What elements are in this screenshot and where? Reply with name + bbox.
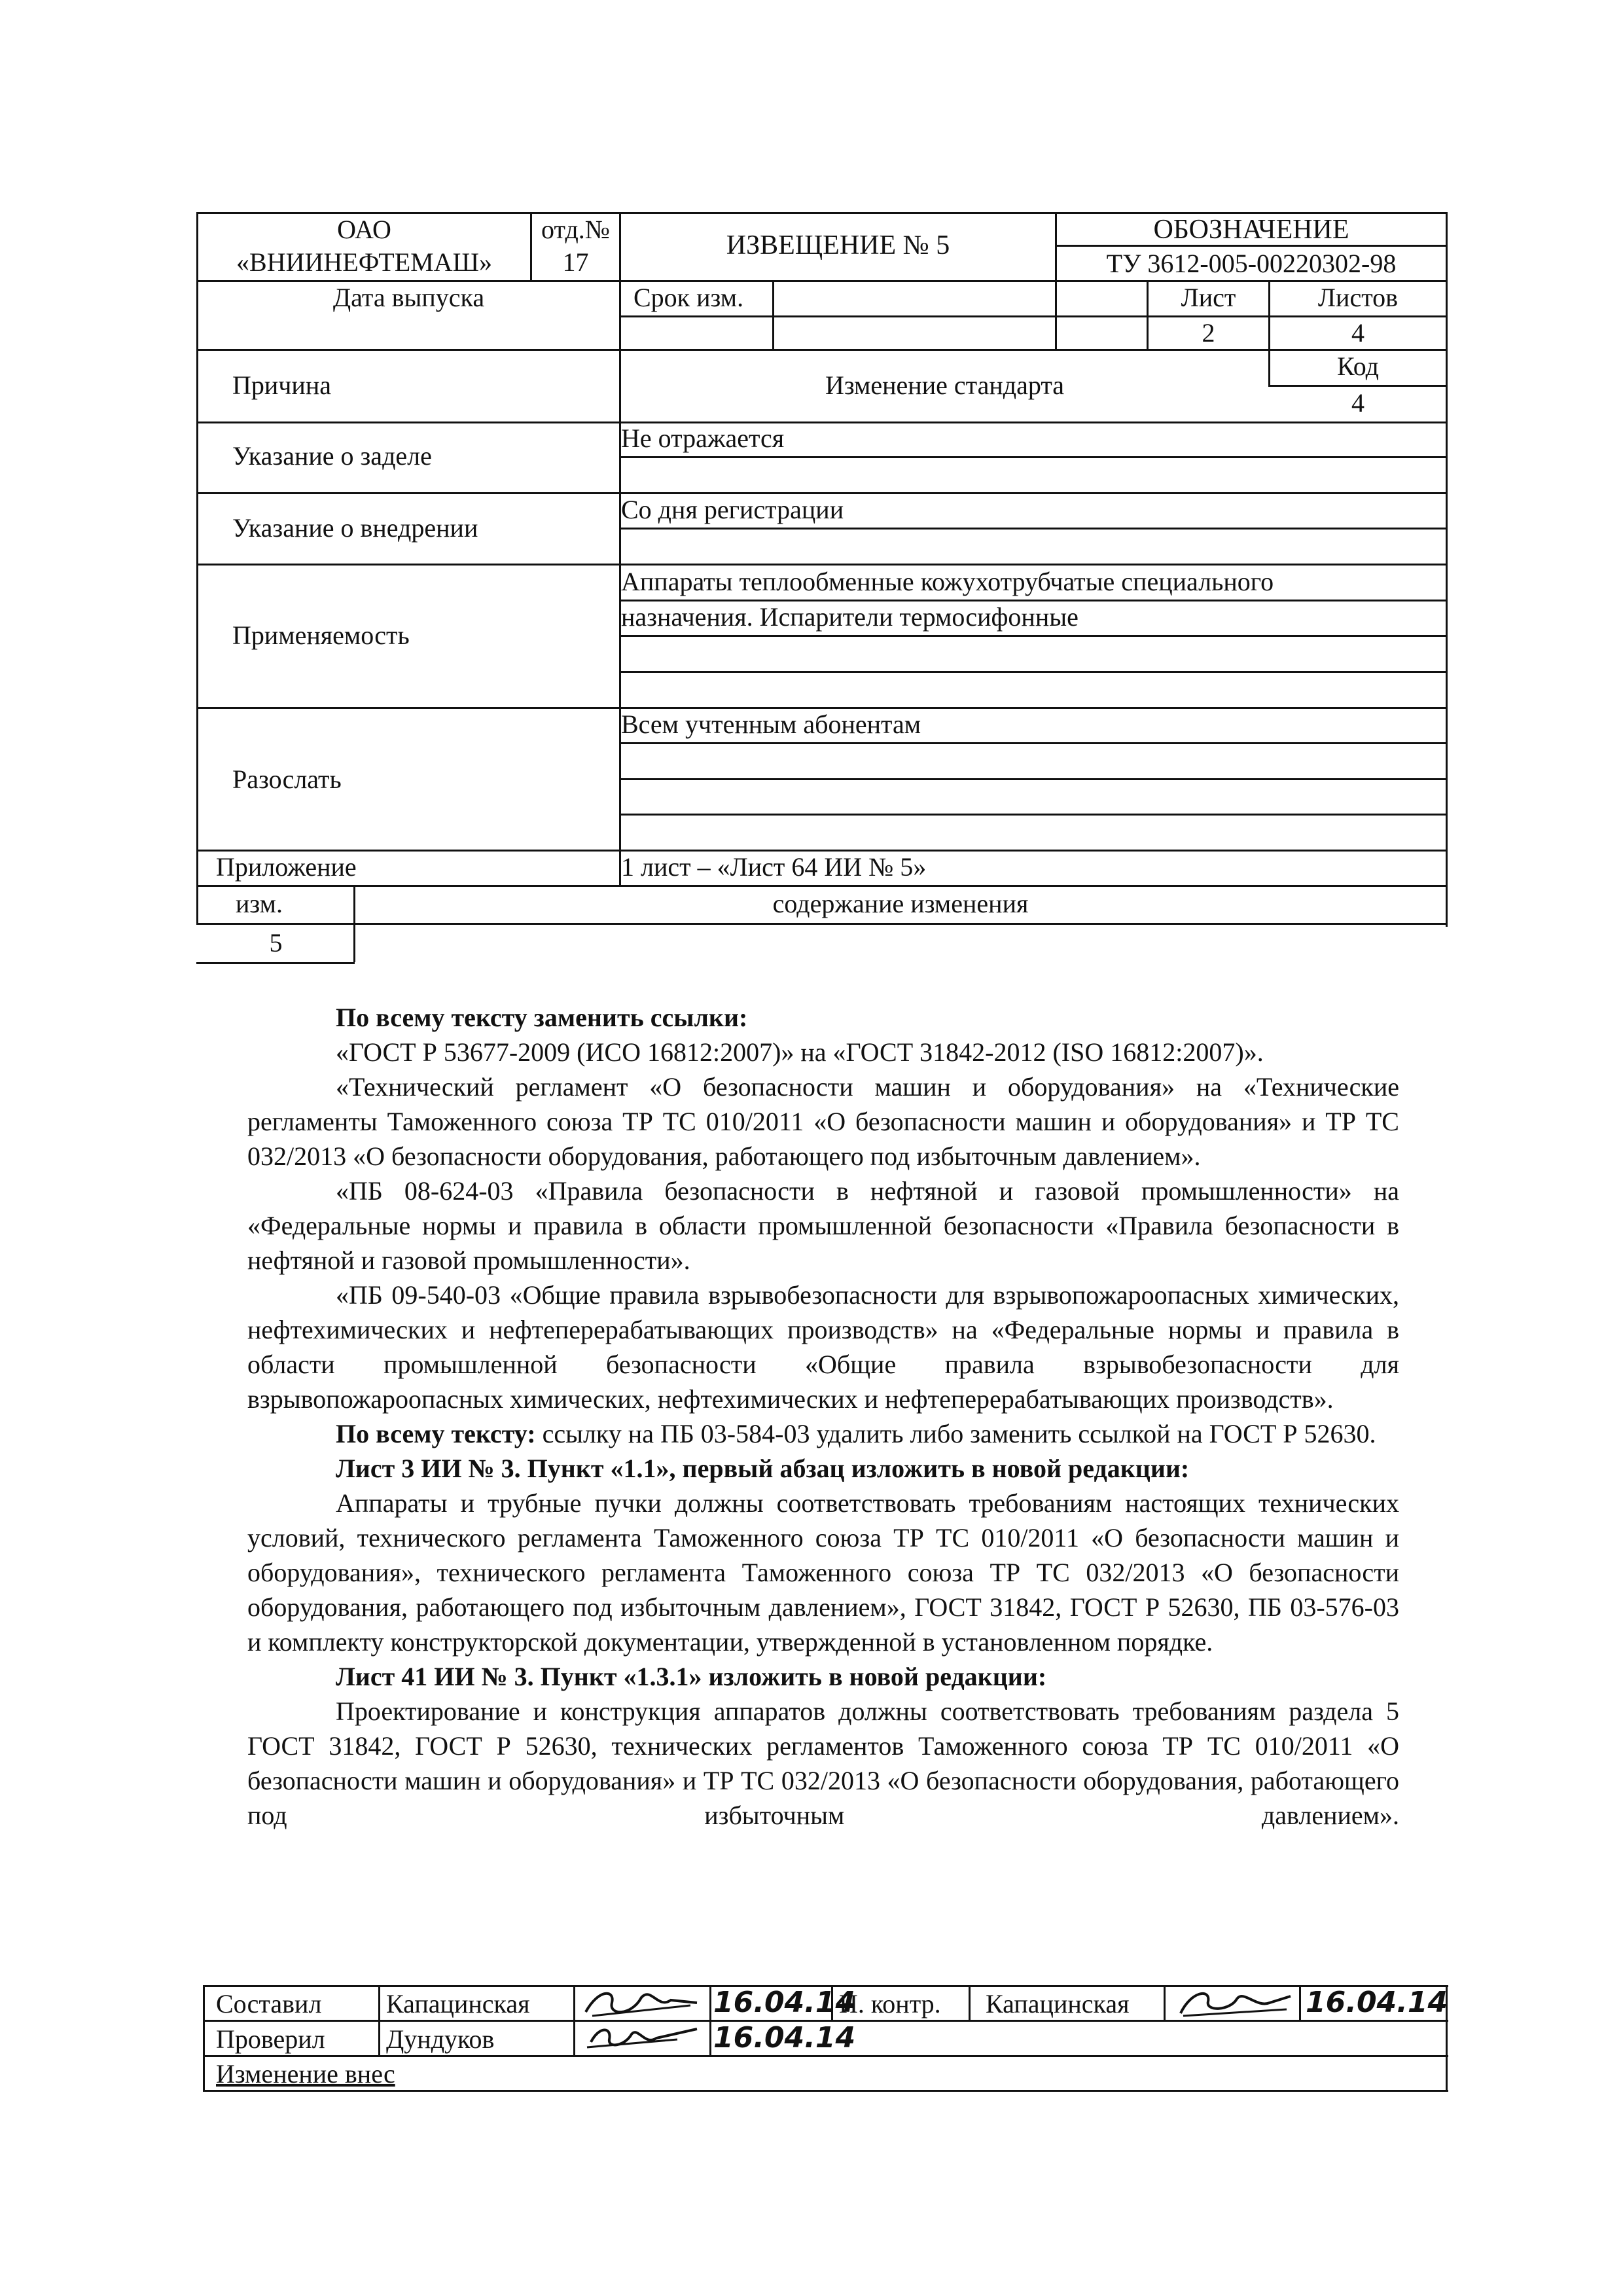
change-term-label: Срок изм. — [633, 283, 744, 312]
designation-value: ТУ 3612-005-00220302-98 — [1106, 249, 1397, 278]
implementation-value: Со дня регистрации — [621, 495, 844, 524]
norm-control-signature — [1171, 1983, 1296, 2022]
compiled-date: 16.04.14 — [713, 1986, 856, 2019]
paragraph-8: Аппараты и трубные пучки должны соответствовать требованиям настоящих технических условий, технического регламента Таможенного союза ТР ТС 010/2011 «О безопасности машин и оборудования», технического регламента Таможенного союза ТР ТС 032/2013 «О безопасности оборудования, работающего под избыточным давлением», ГОСТ 31842, ГОСТ Р 52630, ПБ 03-576-03 и комплекту конструкторской документации, утвержденной в установленном порядке. — [247, 1488, 1399, 1657]
applicability-line1: Аппараты теплообменные кожухотрубчатые специального — [621, 567, 1274, 596]
compiled-label: Составил — [216, 1989, 322, 2018]
implementation-label: Указание о внедрении — [232, 513, 478, 543]
change-content-label: содержание изменения — [772, 889, 1029, 918]
paragraph-7-bold: Лист 3 ИИ № 3. Пункт «1.1», первый абзац изложить в новой редакции: — [336, 1454, 1190, 1483]
norm-control-date: 16.04.14 — [1306, 1986, 1448, 2019]
change-no-label: изм. — [236, 889, 283, 918]
notice-title: ИЗВЕЩЕНИЕ № 5 — [726, 230, 950, 260]
org-name-line1: ОАО — [337, 215, 391, 244]
dept-value: 17 — [562, 247, 589, 277]
backlog-value: Не отражается — [621, 423, 785, 453]
dept-label: отд.№ — [541, 215, 610, 244]
change-no-value: 5 — [269, 928, 283, 958]
applicability-line2: назначения. Испарители термосифонные — [621, 602, 1079, 632]
sheets-label: Листов — [1317, 283, 1399, 312]
paragraph-2: «ГОСТ Р 53677-2009 (ИСО 16812:2007)» на «ГОСТ 31842-2012 (ISO 16812:2007)». — [336, 1037, 1264, 1067]
appendix-label: Приложение — [216, 852, 357, 882]
checked-name: Дундуков — [386, 2024, 495, 2054]
appendix-value: 1 лист – «Лист 64 ИИ № 5» — [621, 852, 927, 882]
norm-control-label: Н. контр. — [839, 1989, 941, 2018]
distribute-label: Разослать — [232, 764, 342, 794]
paragraph-1-bold: По всему тексту заменить ссылки: — [336, 1003, 748, 1032]
paragraph-7 — [247, 1451, 1399, 1486]
paragraph-6 — [247, 1416, 1399, 1451]
paragraph-3: «Технический регламент «О безопасности машин и оборудования» на «Технические регламенты Таможенного союза ТР ТС 010/2011 «О безопасности машин и оборудования» и ТР ТС 032/2013 «О безопасности оборудования, работающего под избыточным давлением». — [247, 1072, 1399, 1171]
code-label: Код — [1337, 351, 1379, 381]
paragraph-6-text: ссылку на ПБ 03-584-03 удалить либо заменить ссылкой на ГОСТ Р 52630. — [535, 1419, 1376, 1448]
norm-control-name: Капацинская — [986, 1989, 1130, 2018]
paragraph-9 — [247, 1659, 1399, 1694]
code-value: 4 — [1351, 388, 1364, 418]
reason-value: Изменение стандарта — [825, 370, 1065, 400]
checked-date: 16.04.14 — [713, 2021, 856, 2054]
checked-signature — [579, 2020, 704, 2056]
sheets-value: 4 — [1351, 318, 1364, 348]
distribute-value: Всем учтенным абонентам — [621, 709, 921, 739]
checked-label: Проверил — [216, 2024, 325, 2054]
paragraph-10: Проектирование и конструкция аппаратов должны соответствовать требованиям раздела 5 ГОСТ 31842, ГОСТ Р 52630, технических регламентов Таможенного союза ТР ТС 010/2011 «О безопасности машин и оборудования» и ТР ТС 032/2013 «О безопасности оборудования, работающего под избыточным давлением». — [247, 1696, 1399, 1830]
org-name-line2: «ВНИИНЕФТЕМАШ» — [236, 247, 492, 277]
reason-label: Причина — [232, 370, 331, 400]
paragraph-6-bold: По всему тексту: — [336, 1419, 536, 1448]
paragraph-5: «ПБ 09-540-03 «Общие правила взрывобезопасности для взрывопожароопасных химических, нефтехимических и нефтеперерабатывающих производств» на «Федеральные нормы и правила в области промышленной безопасности «Общие правила взрывобезопасности для взрывопожароопасных химических, нефтехимических и нефтеперерабатывающих производств». — [247, 1280, 1399, 1414]
sheet-label: Лист — [1181, 283, 1236, 312]
backlog-label: Указание о заделе — [232, 441, 432, 471]
paragraph-1 — [247, 1000, 1399, 1035]
compiled-name: Капацинская — [386, 1989, 530, 2018]
applicability-label: Применяемость — [232, 620, 410, 650]
change-content-body — [247, 1000, 1399, 1833]
sheet-value: 2 — [1202, 318, 1215, 348]
compiled-signature — [579, 1983, 704, 2022]
paragraph-4: «ПБ 08-624-03 «Правила безопасности в нефтяной и газовой промышленности» на «Федеральные нормы и правила в области промышленной безопасности «Правила безопасности в нефтяной и газовой промышленности». — [247, 1176, 1399, 1275]
designation-label: ОБОЗНАЧЕНИЕ — [1153, 215, 1349, 245]
entered-label: Изменение внес — [216, 2059, 395, 2089]
issue-date-label: Дата выпуска — [332, 283, 485, 312]
paragraph-9-bold: Лист 41 ИИ № 3. Пункт «1.3.1» изложить в новой редакции: — [336, 1662, 1047, 1691]
